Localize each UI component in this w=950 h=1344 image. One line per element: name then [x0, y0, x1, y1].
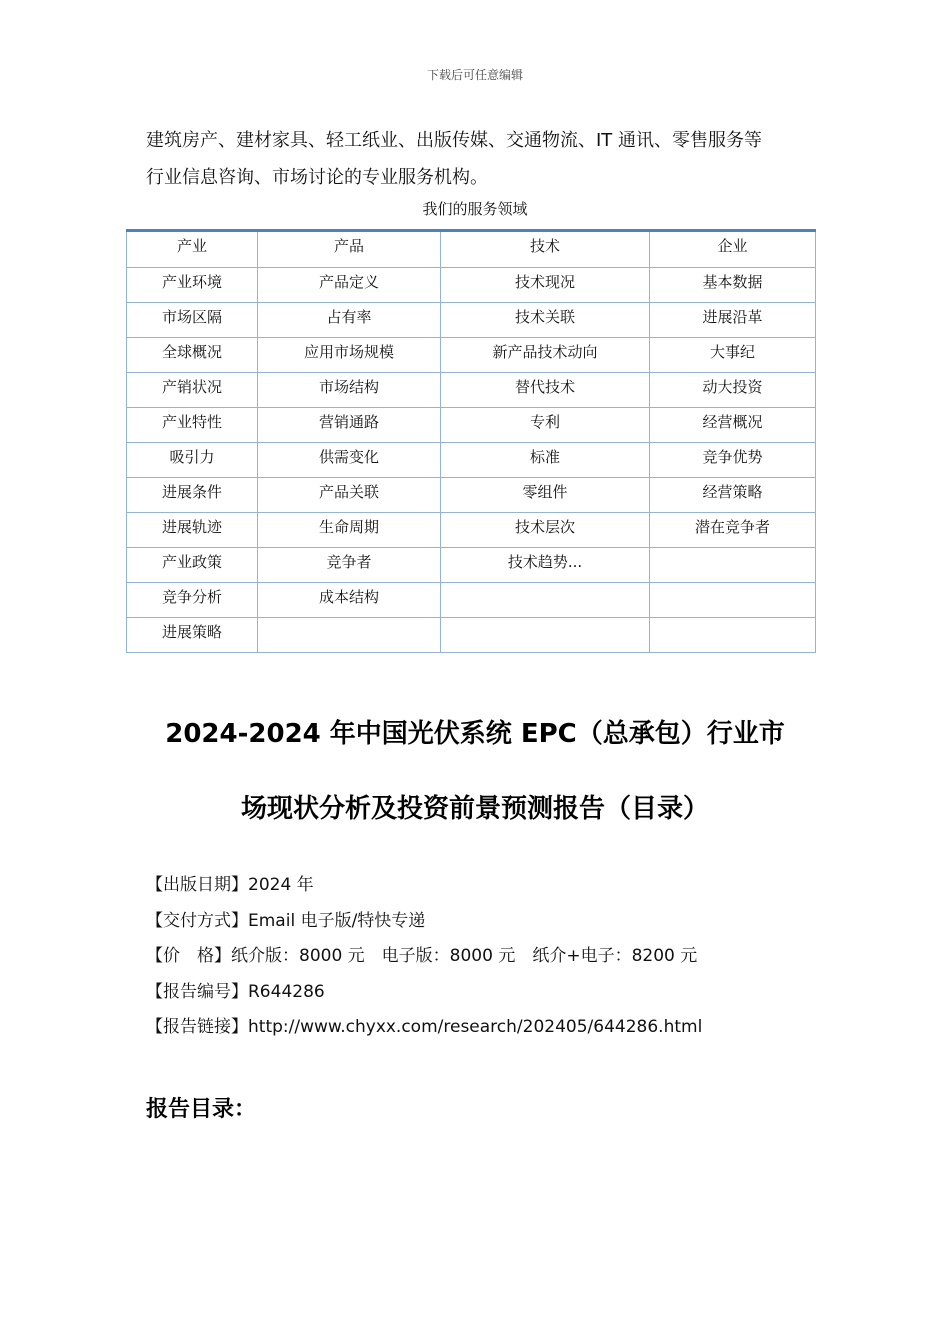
table-row [127, 303, 816, 338]
table-cell: 营销通路 [258, 408, 441, 443]
table-caption: 我们的服务领域 [422, 200, 528, 218]
table-cell: 市场结构 [258, 373, 441, 408]
table-cell: 生命周期 [258, 513, 441, 548]
table-cell: 进展轨迹 [127, 513, 258, 548]
report-link[interactable]: 【报告链接】http://www.chyxx.com/research/202405/644286.html [146, 1017, 703, 1037]
report-title-line-2: 场现状分析及投资前景预测报告（目录） [240, 794, 709, 824]
table-row [127, 338, 816, 373]
table-cell: 产业特性 [127, 408, 258, 443]
table-row [127, 548, 816, 583]
table-cell: 供需变化 [258, 443, 441, 478]
table-cell: 经营概况 [650, 408, 816, 443]
table-row [127, 478, 816, 513]
table-cell: 竞争优势 [650, 443, 816, 478]
table-cell: 大事纪 [650, 338, 816, 373]
table-cell: 技术现况 [441, 268, 650, 303]
table-cell: 全球概况 [127, 338, 258, 373]
table-cell: 新产品技术动向 [441, 338, 650, 373]
table-cell: 基本数据 [650, 268, 816, 303]
table-cell: 产业环境 [127, 268, 258, 303]
table-row [127, 618, 816, 653]
table-cell: 零组件 [441, 478, 650, 513]
table-cell [258, 618, 441, 653]
table-cell: 吸引力 [127, 443, 258, 478]
table-cell: 技术关联 [441, 303, 650, 338]
table-cell [441, 583, 650, 618]
column-header: 产业 [127, 231, 258, 268]
table-cell [650, 618, 816, 653]
table-cell: 市场区隔 [127, 303, 258, 338]
table-row [127, 373, 816, 408]
table-cell: 进展条件 [127, 478, 258, 513]
table-cell: 替代技术 [441, 373, 650, 408]
publish-date: 【出版日期】2024 年 [146, 875, 314, 895]
table-cell: 竞争者 [258, 548, 441, 583]
column-header: 技术 [441, 231, 650, 268]
table-cell: 经营策略 [650, 478, 816, 513]
table-cell: 潜在竞争者 [650, 513, 816, 548]
toc-heading: 报告目录： [146, 1097, 257, 1122]
table-cell: 占有率 [258, 303, 441, 338]
table-row [127, 443, 816, 478]
table-cell: 技术层次 [441, 513, 650, 548]
header-note: 下载后可任意编辑 [426, 68, 523, 82]
table-cell: 竞争分析 [127, 583, 258, 618]
service-areas-table [126, 229, 816, 653]
table-cell: 产品关联 [258, 478, 441, 513]
intro-line: 行业信息咨询、市场讨论的专业服务机构。 [146, 167, 488, 188]
table-cell [441, 618, 650, 653]
table-row [127, 268, 816, 303]
table-cell: 产品定义 [258, 268, 441, 303]
table-cell: 应用市场规模 [258, 338, 441, 373]
report-title-line-1: 2024-2024 年中国光伏系统 EPC（总承包）行业市 [165, 719, 785, 749]
intro-line: 建筑房产、建材家具、轻工纸业、出版传媒、交通物流、IT 通讯、零售服务等 [146, 130, 763, 151]
table-cell: 产销状况 [127, 373, 258, 408]
price: 【价 格】纸介版：8000 元 电子版：8000 元 纸介+电子：8200 元 [146, 946, 698, 966]
delivery-method: 【交付方式】Email 电子版/特快专递 [146, 910, 426, 931]
table-cell: 成本结构 [258, 583, 441, 618]
table-cell [650, 583, 816, 618]
table-cell: 技术趋势... [441, 548, 650, 583]
table-cell: 标准 [441, 443, 650, 478]
report-number: 【报告编号】R644286 [146, 981, 325, 1002]
table-row [127, 408, 816, 443]
table-cell: 进展沿革 [650, 303, 816, 338]
table-cell [650, 548, 816, 583]
table-cell: 动大投资 [650, 373, 816, 408]
table-cell: 专利 [441, 408, 650, 443]
column-header: 产品 [258, 231, 441, 268]
table-cell: 产业政策 [127, 548, 258, 583]
table-body [127, 268, 816, 653]
table-header-row [127, 231, 816, 268]
table-cell: 进展策略 [127, 618, 258, 653]
column-header: 企业 [650, 231, 816, 268]
table-row [127, 513, 816, 548]
report-meta [146, 868, 702, 1046]
table-row [127, 583, 816, 618]
intro-paragraph [146, 122, 826, 196]
